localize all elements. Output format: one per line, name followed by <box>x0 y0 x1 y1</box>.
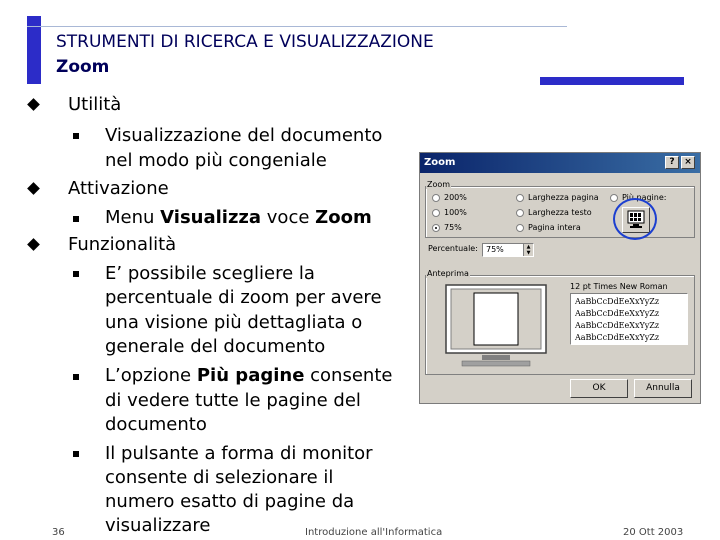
slide-subtitle: Zoom <box>56 57 110 77</box>
bullet-diamond-icon <box>27 98 40 111</box>
highlight-circle <box>613 198 657 240</box>
spin-arrows-icon[interactable]: ▲ ▼ <box>523 244 533 256</box>
sub-item-opzione <box>105 364 392 389</box>
slide-title: STRUMENTI DI RICERCA E VISUALIZZAZIONE <box>56 32 434 52</box>
sub-bullet-square-icon <box>73 216 79 222</box>
help-button[interactable]: ? <box>665 156 679 169</box>
close-button[interactable]: × <box>681 156 695 169</box>
bullet-utilita: Utilità <box>68 94 122 115</box>
radio-larghezza-pagina[interactable] <box>516 194 524 202</box>
sub-item-text: Visualizzazione del documento <box>105 125 383 146</box>
font-sample-line: AaBbCcDdEeXxYyZz <box>575 321 660 330</box>
radio-75[interactable] <box>432 224 440 232</box>
percent-label: Percentuale: <box>428 244 478 253</box>
sub-bullet-square-icon <box>73 451 79 457</box>
radio-75-label: 75% <box>444 223 462 232</box>
dialog-title: Zoom <box>424 157 456 168</box>
font-sample-box <box>570 293 688 345</box>
sub-item-text: E’ possibile scegliere la <box>105 263 315 284</box>
sub-item-text: nel modo più congeniale <box>105 150 327 171</box>
radio-larghezza-testo[interactable] <box>516 209 524 217</box>
text-zoom: Zoom <box>315 207 372 228</box>
sub-item-text: documento <box>105 414 207 435</box>
ok-button[interactable]: OK <box>570 379 628 398</box>
text-opzione: L’opzione <box>105 365 197 386</box>
dialog-titlebar <box>420 153 700 173</box>
font-sample-line: AaBbCcDdEeXxYyZz <box>575 297 660 306</box>
bullet-diamond-icon <box>27 182 40 195</box>
radio-larghezza-pagina-label: Larghezza pagina <box>528 193 599 202</box>
sub-bullet-square-icon <box>73 133 79 139</box>
preview-monitor <box>432 283 560 369</box>
percent-value: 75% <box>486 245 504 254</box>
zoom-group-label: Zoom <box>427 180 451 189</box>
radio-larghezza-testo-label: Larghezza testo <box>528 208 592 217</box>
radio-pagina-intera-label: Pagina intera <box>528 223 581 232</box>
text-voce: voce <box>261 207 316 228</box>
sub-item-text: consente di selezionare il <box>105 467 334 488</box>
zoom-dialog <box>419 152 701 404</box>
percent-input[interactable] <box>482 243 534 257</box>
text-menu: Menu <box>105 207 161 228</box>
sub-item-menu <box>105 206 372 231</box>
footer-course: Introduzione all'Informatica <box>305 527 443 538</box>
bullet-attivazione: Attivazione <box>68 178 169 199</box>
sub-item-text: Il pulsante a forma di monitor <box>105 443 373 464</box>
text-consente: consente <box>304 365 393 386</box>
page-number: 36 <box>52 527 65 538</box>
sub-item-text: generale del documento <box>105 336 326 357</box>
sub-item-text: visualizzare <box>105 515 211 536</box>
text-visualizza: Visualizza <box>160 207 262 228</box>
bullet-funzionalita: Funzionalità <box>68 234 177 255</box>
bullet-diamond-icon <box>27 238 40 251</box>
sub-item-text: numero esatto di pagine da <box>105 491 355 512</box>
sub-bullet-square-icon <box>73 271 79 277</box>
preview-group-label: Anteprima <box>427 269 469 278</box>
font-sample-header: 12 pt Times New Roman <box>570 282 668 291</box>
radio-piu-pagine[interactable] <box>610 194 618 202</box>
title-accent-underline <box>540 77 684 85</box>
sub-item-text: di vedere tutte le pagine del <box>105 390 361 411</box>
radio-200[interactable] <box>432 194 440 202</box>
radio-100[interactable] <box>432 209 440 217</box>
sub-item-text: percentuale di zoom per avere <box>105 287 382 308</box>
preview-monitor-icon <box>432 283 560 369</box>
footer-date: 20 Ott 2003 <box>623 527 684 538</box>
radio-piu-pagine-label: Più pagine: <box>622 193 667 202</box>
radio-100-label: 100% <box>444 208 467 217</box>
title-rule <box>27 26 567 27</box>
font-sample-line: AaBbCcDdEeXxYyZz <box>575 333 660 342</box>
cancel-button[interactable]: Annulla <box>634 379 692 398</box>
radio-pagina-intera[interactable] <box>516 224 524 232</box>
font-sample-line: AaBbCcDdEeXxYyZz <box>575 309 660 318</box>
sub-item-text: una visione più dettagliata o <box>105 312 363 333</box>
sub-bullet-square-icon <box>73 374 79 380</box>
text-piu-pagine: Più pagine <box>196 365 305 386</box>
radio-200-label: 200% <box>444 193 467 202</box>
